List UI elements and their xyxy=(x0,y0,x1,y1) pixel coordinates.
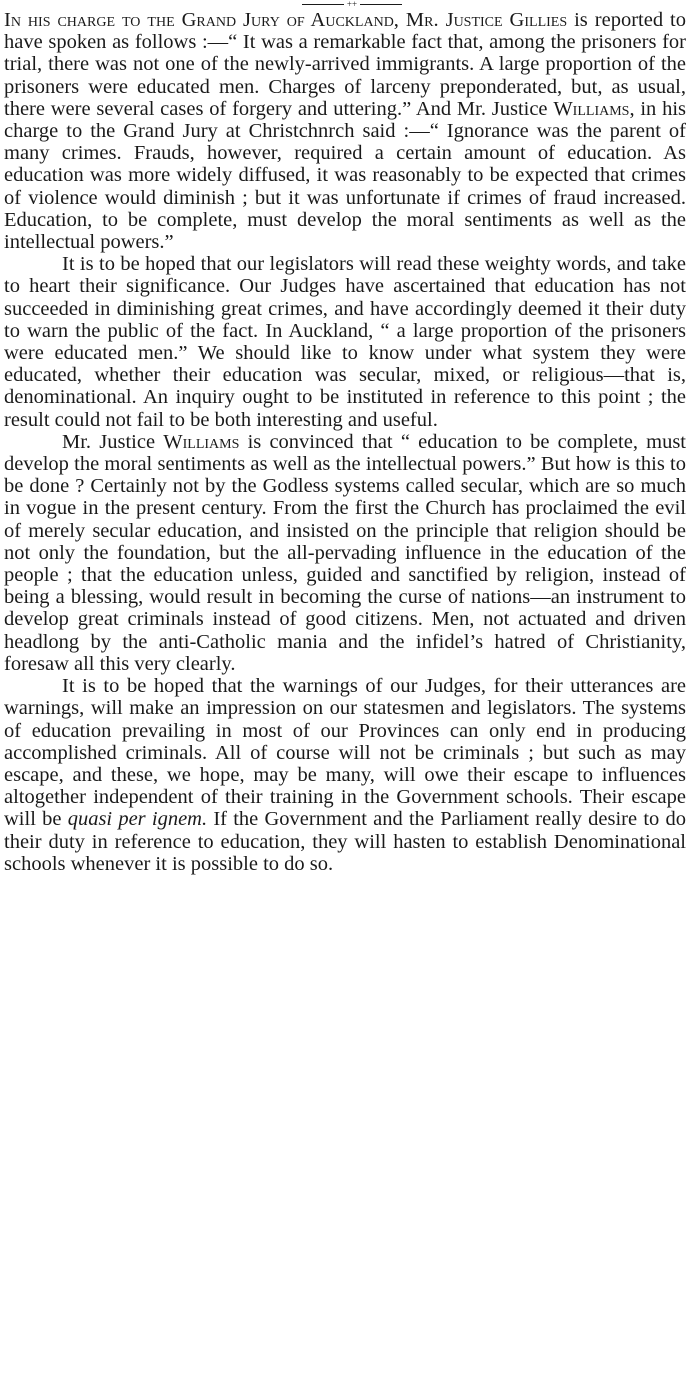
justice-name: Williams xyxy=(163,430,240,453)
paragraph-4-text-b: If the Government and the Parliament really desire to do their duty in reference to education, they will hasten to establish Denominational schools whenever it is possible to do so. xyxy=(4,808,686,875)
paragraph-2 xyxy=(4,253,686,431)
lead-smallcaps: In his charge to the Grand Jury of Auckland, Mr. Justice Gillies xyxy=(4,9,568,31)
paragraph-4 xyxy=(4,675,686,875)
rule-ornament: ++ xyxy=(344,0,360,8)
justice-name: Williams xyxy=(553,97,630,120)
paragraph-1 xyxy=(4,9,686,253)
paragraph-1-text-a: is reported to have spoken as follows :—“ It was a remarkable fact that, among the prisoners for trial, there was not one of the newly-arrived immigrants. A large proportion of the prisoners were educated men. Charges of larceny preponderated, but, as usual, there were several cases of forgery and uttering.” And Mr. Justice xyxy=(4,9,686,120)
paragraph-3-text-b: is convinced that “ education to be complete, must develop the moral sentiments as well as the intellectual powers.” But how is this to be done ? Certainly not by the Godless systems called secular, which are so much in vogue in the present century. From the first the Church has proclaimed the evil of merely secular education, and insisted on the principle that religion should be not only the foundation, but the all-pervading influence in the education of the people ; that the education unless, guided and sanctified by religion, instead of being a blessing, would result in becoming the curse of nations—an instrument to develop great criminals instead of good citizens. Men, not actuated and driven headlong by the anti-Catholic mania and the infidel’s hatred of Christianity, foresaw all this very clearly. xyxy=(4,430,687,675)
paragraph-3-text-a: Mr. Justice xyxy=(62,430,164,453)
header-rule xyxy=(302,0,402,9)
paragraph-2-text: It is to be hoped that our legislators will read these weighty words, and take to heart their significance. Our Judges have ascertained that education has not succeeded in diminishing great crimes, and have accordingly deemed it their duty to warn the public of the fact. In Auckland, “ a large proportion of the prisoners were educated men.” We should like to know under what system they were educated, whether their education was secular, mixed, or religious—that is, denominational. An inquiry ought to be instituted in reference to this point ; the result could not fail to be both interesting and useful. xyxy=(4,253,686,431)
paragraph-4-text-a: It is to be hoped that the warnings of our Judges, for their utterances are warnings, will make an impression on our statesmen and legislators. The systems of education prevailing in most of our Provinces can only end in producing accomplished criminals. All of course will not be criminals ; but such as may escape, and these, we hope, may be many, will owe their escape to influences altogether independent of their training in the Government schools. Their escape will be xyxy=(4,675,686,831)
paragraph-3 xyxy=(4,431,686,675)
paragraph-1-text-b: , in his charge to the Grand Jury at Christchnrch said :—“ Ignorance was the parent of many crimes. Frauds, however, required a certain amount of education. As education was more widely diffused, it was reasonably to be expected that crimes of violence would diminish ; but it was unfortunate if crimes of fraud increased. Education, to be complete, must develop the moral sentiments as well as the intellectual powers.” xyxy=(4,97,687,254)
latin-phrase: quasi per ignem. xyxy=(67,808,208,831)
